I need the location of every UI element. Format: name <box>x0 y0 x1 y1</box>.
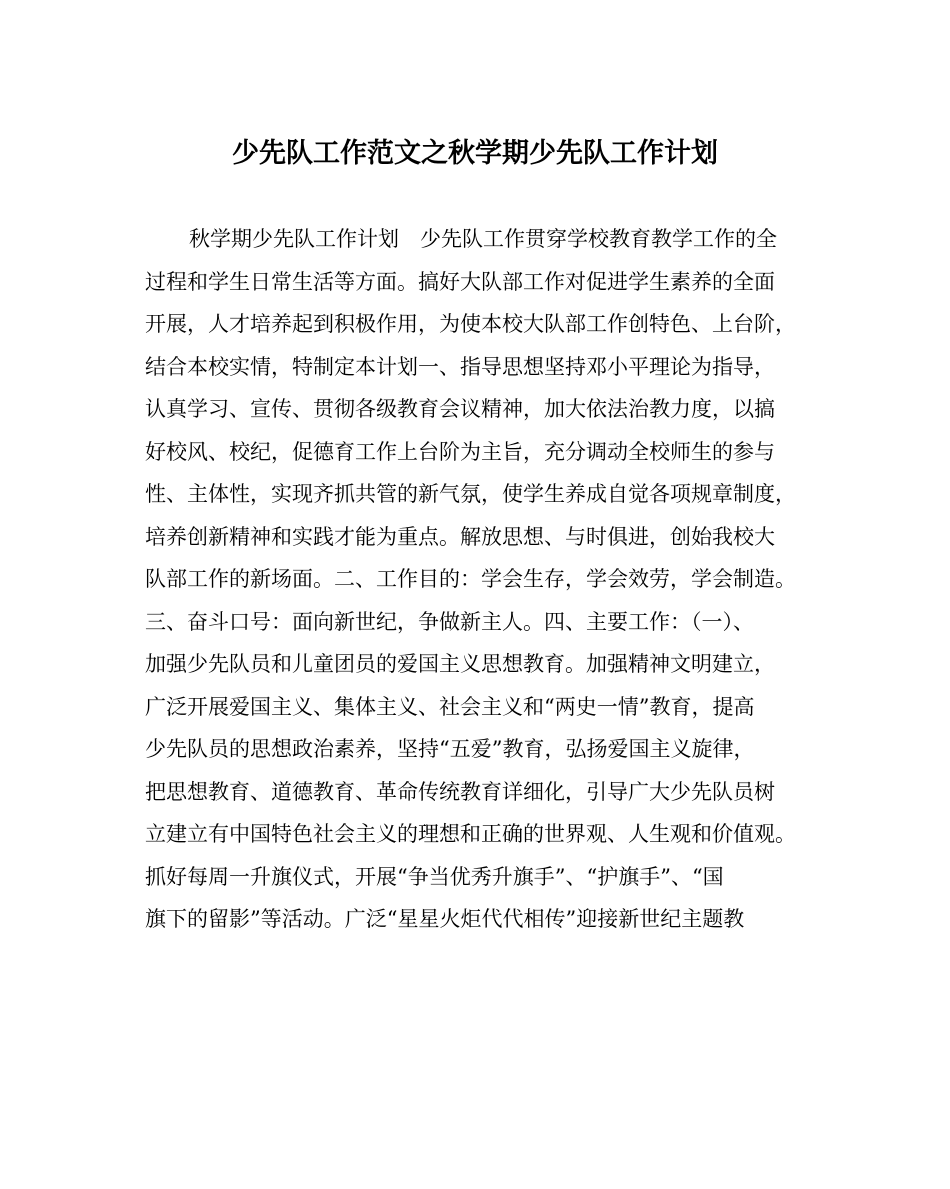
body-line: 培养创新精神和实践才能为重点。解放思想、与时俱进，创始我校大 <box>145 524 775 549</box>
body-line: 开展，人才培养起到积极作用，为使本校大队部工作创特色、上台阶， <box>145 312 796 336</box>
body-line: 过程和学生日常生活等方面。搞好大队部工作对促进学生素养的全面 <box>145 269 775 294</box>
body-line: 把思想教育、道德教育、革命传统教育详细化，引导广大少先队员树 <box>145 779 775 804</box>
body-line: 少先队员的思想政治素养，坚持“五爱”教育，弘扬爱国主义旋律， <box>145 737 755 761</box>
body-line: 好校风、校纪，促德育工作上台阶为主旨，充分调动全校师生的参与 <box>145 439 775 464</box>
document-body <box>145 218 825 941</box>
body-line: 认真学习、宣传、贯彻各级教育会议精神，加大依法治教力度，以搞 <box>145 397 775 421</box>
body-line: 立建立有中国特色社会主义的理想和正确的世界观、人生观和价值观。 <box>145 822 796 846</box>
body-line: 结合本校实情，特制定本计划一、指导思想坚持邓小平理论为指导， <box>145 354 775 379</box>
body-line: 队部工作的新场面。二、工作目的：学会生存，学会效劳，学会制造。 <box>145 567 796 591</box>
body-line: 广泛开展爱国主义、集体主义、社会主义和“两史一情”教育，提高 <box>145 694 755 719</box>
body-line: 旗下的留影”等活动。广泛“星星火炬代代相传”迎接新世纪主题教 <box>145 907 745 931</box>
body-line: 秋学期少先队工作计划 少先队工作贯穿学校教育教学工作的全 <box>189 227 777 251</box>
document-title: 少先队工作范文之秋学期少先队工作计划 <box>232 138 718 169</box>
body-line: 抓好每周一升旗仪式，开展“争当优秀升旗手”、“护旗手”、“国 <box>145 864 724 889</box>
body-line: 三、奋斗口号：面向新世纪，争做新主人。四、主要工作：（一）、 <box>145 609 754 634</box>
body-line: 性、主体性，实现齐抓共管的新气氛，使学生养成自觉各项规章制度， <box>145 482 796 506</box>
body-line: 加强少先队员和儿童团员的爱国主义思想教育。加强精神文明建立， <box>145 652 775 676</box>
